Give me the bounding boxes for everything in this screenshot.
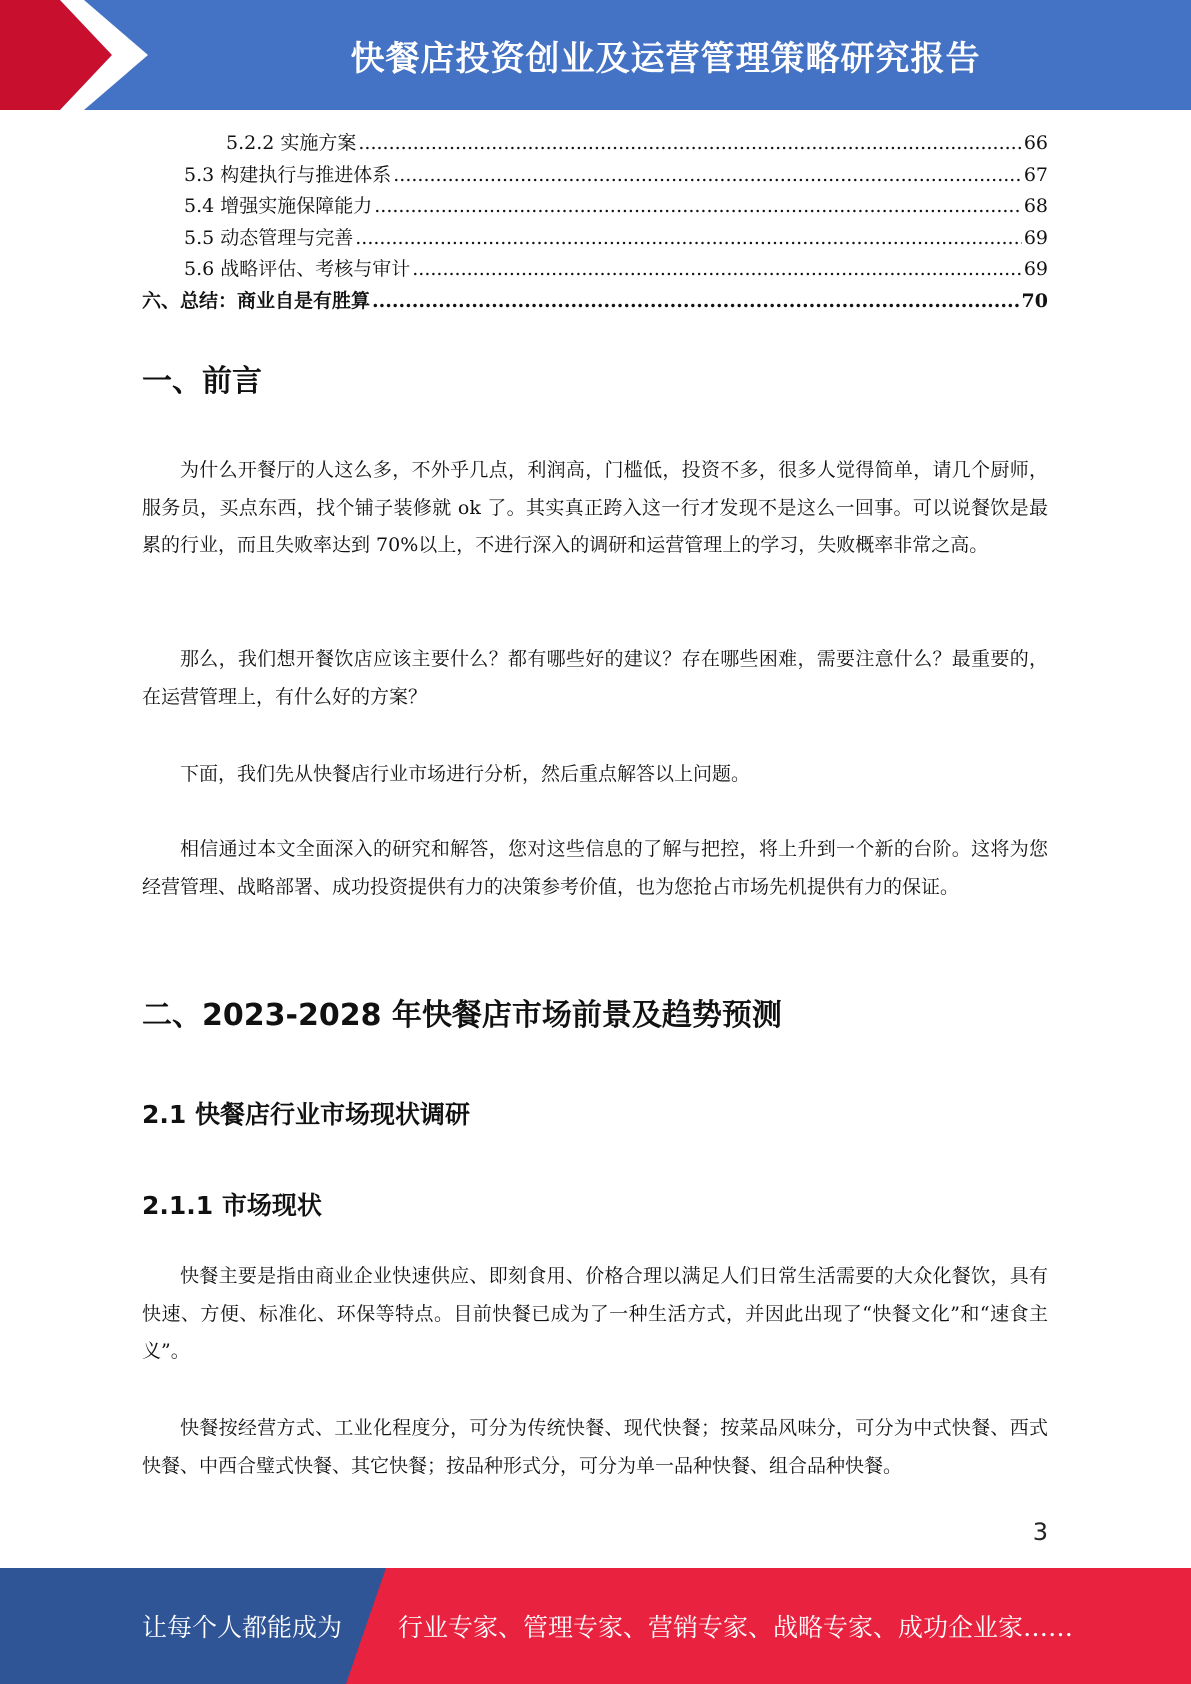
toc-entry-page: 67: [1023, 163, 1048, 186]
subsubsection-heading: 2.1.1 市场现状: [142, 1191, 322, 1220]
body-paragraph: 为什么开餐厅的人这么多，不外乎几点，利润高，门槛低，投资不多，很多人觉得简单，请几个厨师，服务员，买点东西，找个铺子装修就 ok 了。其实真正跨入这一行才发现不是这么一回事。可以说餐饮是最累的行业，而且失败率达到 70%以上，不进行深入的调研和运营管理上的学习，失败概率非常之高。: [142, 459, 1048, 556]
header-chevron-decoration: [0, 0, 160, 110]
toc-entry-page: 69: [1023, 226, 1048, 249]
header-title: 快餐店投资创业及运营管理策略研究报告: [350, 38, 981, 79]
toc-entry[interactable]: [142, 286, 1048, 318]
subsection-heading: 2.1 快餐店行业市场现状调研: [142, 1100, 470, 1129]
footer-slogan-right: 行业专家、管理专家、营销专家、战略专家、成功企业家……: [398, 1613, 1074, 1642]
toc-leader-dots: [358, 128, 1021, 160]
toc-entry-label: 5.5 动态管理与完善: [184, 226, 354, 249]
body-paragraph: 那么，我们想开餐饮店应该主要什么？都有哪些好的建议？存在哪些困难，需要注意什么？最重要的，在运营管理上，有什么好的方案？: [142, 648, 1048, 708]
toc-leader-dots: [355, 223, 1022, 255]
toc-entry-label: 5.4 增强实施保障能力: [184, 195, 373, 217]
toc-entry-label: 5.2.2 实施方案: [226, 132, 357, 154]
body-paragraph: 快餐主要是指由商业企业快速供应、即刻食用、价格合理以满足人们日常生活需要的大众化餐饮，具有快速、方便、标准化、环保等特点。目前快餐已成为了一种生活方式，并因此出现了“快餐文化”和“速食主义”。: [142, 1265, 1048, 1362]
toc-leader-dots: [374, 191, 1022, 223]
toc-leader-dots: [372, 286, 1020, 318]
body-paragraph: 快餐按经营方式、工业化程度分，可分为传统快餐、现代快餐；按菜品风味分，可分为中式快餐、西式快餐、中西合璧式快餐、其它快餐；按品种形式分，可分为单一品种快餐、组合品种快餐。: [142, 1417, 1048, 1477]
page-number: 3: [1032, 1518, 1048, 1546]
toc-leader-dots: [412, 254, 1022, 286]
toc-leader-dots: [393, 160, 1022, 192]
page-header: [0, 0, 1191, 110]
body-paragraph: 下面，我们先从快餐店行业市场进行分析，然后重点解答以上问题。: [180, 763, 751, 785]
toc-entry-label: 六、总结：商业自是有胜算: [142, 289, 371, 312]
toc-entry-page: 66: [1023, 132, 1048, 154]
toc-entry[interactable]: [142, 191, 1048, 223]
body-paragraph: 相信通过本文全面深入的研究和解答，您对这些信息的了解与把控，将上升到一个新的台阶。这将为您经营管理、战略部署、成功投资提供有力的决策参考价值，也为您抢占市场先机提供有力的保证。: [142, 838, 1048, 898]
toc-entry-label: 5.6 战略评估、考核与审计: [184, 258, 411, 280]
footer-slogan-left: 让每个人都能成为: [142, 1613, 343, 1642]
toc-entry[interactable]: [142, 223, 1048, 255]
toc-entry-page: 68: [1023, 195, 1048, 217]
page-footer: [0, 1568, 1191, 1684]
section-heading: 一、前言: [142, 364, 262, 399]
toc-entry[interactable]: [142, 160, 1048, 192]
toc-entry-label: 5.3 构建执行与推进体系: [184, 163, 392, 186]
table-of-contents: [142, 128, 1048, 317]
toc-entry-page: 70: [1021, 289, 1048, 312]
section-heading: 二、2023-2028 年快餐店市场前景及趋势预测: [142, 998, 782, 1033]
toc-entry[interactable]: [142, 128, 1048, 160]
toc-entry-page: 69: [1023, 258, 1048, 280]
toc-entry[interactable]: [142, 254, 1048, 286]
